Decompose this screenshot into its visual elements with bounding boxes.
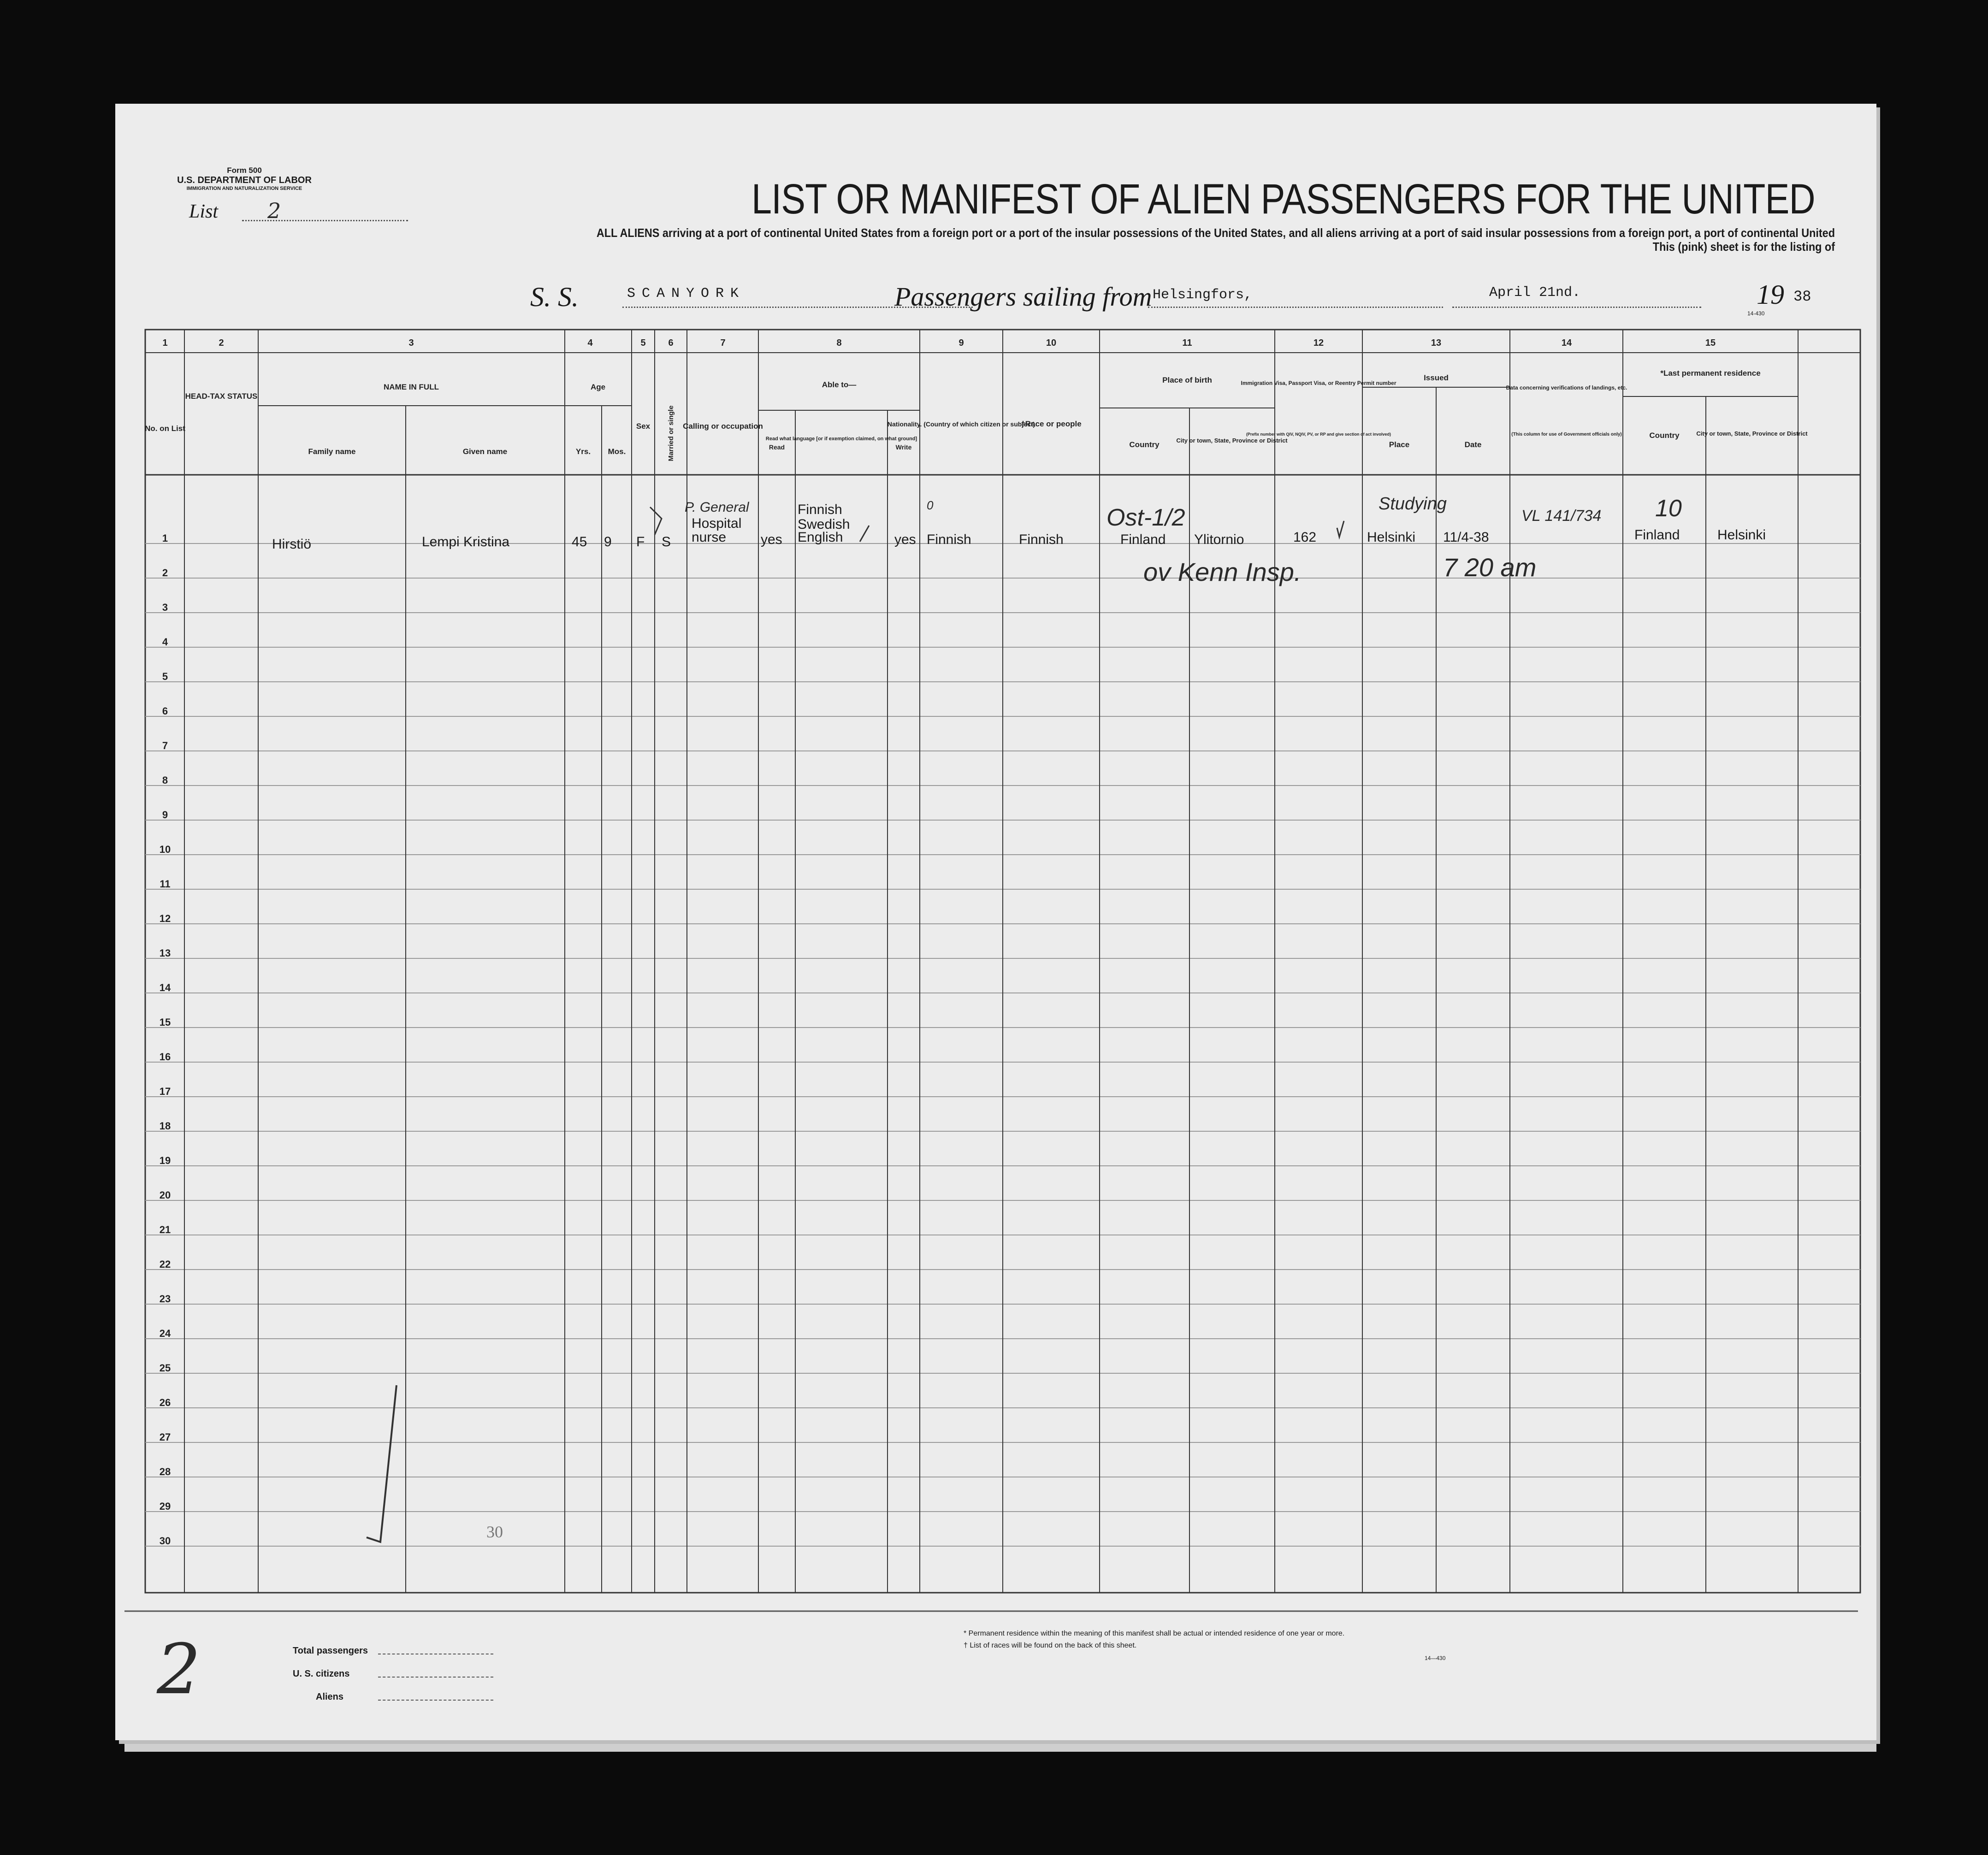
marital-cell: S [662,534,671,549]
subtitle-line-2: This (pink) sheet is for the listing of [1652,240,1835,254]
header-race: †Race or people [1021,419,1082,428]
language-2: Swedish [798,517,850,532]
header-write: Write [895,443,912,451]
row-num: 29 [159,1501,171,1512]
row-num: 5 [162,671,168,682]
header-mos: Mos. [608,447,626,456]
header-place-of-birth: Place of birth [1162,376,1212,384]
header-visa-note: (Prefix number with QIV, NQIV, PV, or RP and give section of act involved) [1246,432,1391,437]
check-mark [367,1385,396,1542]
header-issued: Issued [1424,373,1449,382]
footer-us-citizens-line [378,1677,493,1678]
issued-date-cell: 11/4-38 [1443,530,1489,545]
header-given-name: Given name [462,447,508,456]
row-num: 24 [159,1328,171,1339]
col-num: 6 [668,338,674,348]
header-res-city: City or town, State, Province or District [1696,430,1808,437]
manifest-table [115,104,1876,1740]
header-visa: Immigration Visa, Passport Visa, or Reentry Permit number [1241,380,1396,386]
row-num: 4 [162,636,168,648]
row-numbers [160,532,171,1547]
header-head-tax: HEAD-TAX STATUS [185,392,258,401]
row-num: 14 [159,982,171,993]
visa-number-cell: 162 [1293,530,1317,545]
department-name: U.S. DEPARTMENT OF LABOR [177,175,312,185]
column-numbers [162,338,1716,348]
handwriting [367,494,1682,1542]
row2-time-handwritten: 7 20 am [1443,553,1537,582]
birth-city-cell: Ylitornio [1194,532,1244,547]
col-num: 10 [1046,338,1057,348]
row-num: 2 [162,567,168,579]
header-sex: Sex [636,422,651,431]
form-code-top: 14-430 [1747,310,1765,317]
race-cell: Finnish [1019,532,1064,547]
row-num: 20 [159,1189,171,1201]
year-prefix: 19 [1757,279,1784,310]
row-num: 8 [162,774,168,786]
row-num: 12 [159,913,171,924]
list-label: List [189,201,219,222]
page-title: LIST OR MANIFEST OF ALIEN PASSENGERS FOR THE UNITED [751,176,1815,223]
col-num: 3 [408,338,414,348]
row-num: 9 [162,809,168,821]
issued-handwritten: Studying [1379,494,1447,514]
footer-note-1: * Permanent residence within the meaning of this manifest shall be actual or intended residence of one year or more. [964,1630,1345,1637]
header-able-to: Able to— [822,380,857,389]
row-num: 3 [162,602,168,613]
header-nationality: Nationality. (Country of which citizen or subject) [887,420,1035,428]
col-num: 2 [219,338,224,348]
row-num: 6 [162,705,168,717]
row-num: 17 [159,1086,171,1097]
row-num: 27 [159,1431,171,1443]
row-num: 10 [159,844,171,855]
header-married: Married or single [667,405,675,461]
service-name: IMMIGRATION AND NATURALIZATION SERVICE [186,186,302,191]
manifest-sheet [115,104,1876,1740]
row-num: 25 [159,1362,171,1374]
header-no-on-list: No. on List [145,424,185,433]
row-num: 22 [159,1258,171,1270]
col-num: 9 [958,338,964,348]
departure-port: Helsingfors, [1153,287,1253,303]
row-num: 11 [160,878,171,890]
row-num: 18 [159,1120,171,1132]
header-verifications-note: (This column for use of Government officials only) [1511,432,1622,437]
row-num: 19 [159,1155,171,1166]
residence-handwritten: 10 [1655,495,1682,522]
residence-city-cell: Helsinki [1717,527,1766,543]
footer-note-2: † List of races will be found on the back of this sheet. [964,1642,1137,1649]
col-num: 11 [1182,338,1192,348]
departure-date: April 21nd. [1489,285,1581,301]
check-mark [650,507,662,535]
passengers-label: Passengers sailing from [894,282,1152,312]
occupation-line-1: Hospital [692,516,742,531]
given-name-cell: Lempi Kristina [422,534,510,549]
birth-country-cell: Finland [1120,532,1166,547]
row-num: 26 [159,1397,171,1408]
row2-handwritten: ov Kenn Insp. [1143,557,1302,586]
read-cell: yes [761,532,782,547]
header-age: Age [590,383,606,391]
header-name-in-full: NAME IN FULL [384,383,439,391]
occupation-line-2: nurse [692,530,727,545]
header-birth-city: City or town, State, Province or District [1176,437,1288,444]
family-name-cell: Hirstiö [272,537,312,552]
header-last-residence: *Last permanent residence [1660,369,1761,378]
verification-handwritten: VL 141/734 [1521,507,1602,525]
header-issued-date: Date [1464,440,1482,449]
col-num: 5 [640,338,646,348]
residence-country-cell: Finland [1634,527,1680,543]
row-num: 16 [159,1051,171,1063]
col-num: 15 [1705,338,1716,348]
nationality-cell: Finnish [927,532,971,547]
subtitle-line-1: ALL ALIENS arriving at a port of continental United States from a foreign port or a port of the insular possessions of the United States, and all aliens arriving at a port of said insular possessions from a foreign port, a port of continental United [596,226,1835,240]
nationality-handwritten: 0 [927,498,934,512]
column-headers [145,369,1808,461]
age-mos-cell: 9 [604,534,612,549]
header-calling: Calling or occupation [683,422,763,431]
ss-label: S. S. [530,282,579,312]
col-num: 8 [836,338,842,348]
language-3: English [798,530,843,545]
row-num: 30 [159,1535,171,1547]
check-mark [860,526,869,542]
col-num: 7 [720,338,726,348]
birth-handwritten: Ost-1/2 [1106,504,1185,531]
col-num: 13 [1431,338,1442,348]
year-suffix: 38 [1793,288,1811,305]
row-num: 1 [162,532,168,544]
check-mark [1337,521,1344,537]
header-verifications: Data concerning verifications of landings, etc. [1506,384,1627,391]
row-num: 15 [159,1016,171,1028]
col-num: 4 [587,338,593,348]
occupation-handwritten: P. General [685,500,749,515]
age-yrs-cell: 45 [572,534,587,549]
row-num: 7 [162,740,168,751]
footer-total-label: Total passengers [293,1646,368,1656]
header-yrs: Yrs. [575,447,591,456]
footer-form-code: 14—430 [1425,1655,1446,1661]
row-num: 23 [159,1293,171,1305]
write-cell: yes [894,532,916,547]
footer-aliens-label: Aliens [316,1692,344,1702]
row-num: 28 [159,1466,171,1477]
row-num: 21 [159,1224,171,1235]
header-family-name: Family name [308,447,356,456]
header-birth-country: Country [1129,440,1160,449]
header-res-country: Country [1649,431,1680,440]
ship-name: SCANYORK [627,286,746,301]
list-number: 2 [267,198,281,223]
col-num: 1 [162,338,168,348]
language-1: Finnish [798,502,842,517]
sex-cell: F [636,534,645,549]
row-num: 13 [159,947,171,959]
bottom-handwritten-number: 2 [157,1630,201,1710]
header-read: Read [769,443,785,451]
col-num: 12 [1313,338,1324,348]
sheet-stamp-number: 30 [486,1523,503,1541]
header-issued-place: Place [1389,440,1410,449]
footer-aliens-line [378,1700,493,1701]
form-number: Form 500 [227,166,262,175]
col-num: 14 [1561,338,1572,348]
footer-us-citizens-label: U. S. citizens [293,1669,350,1679]
issued-place-cell: Helsinki [1367,530,1416,545]
header-read-language: Read what language [or if exemption claimed, on what ground] [765,436,917,442]
